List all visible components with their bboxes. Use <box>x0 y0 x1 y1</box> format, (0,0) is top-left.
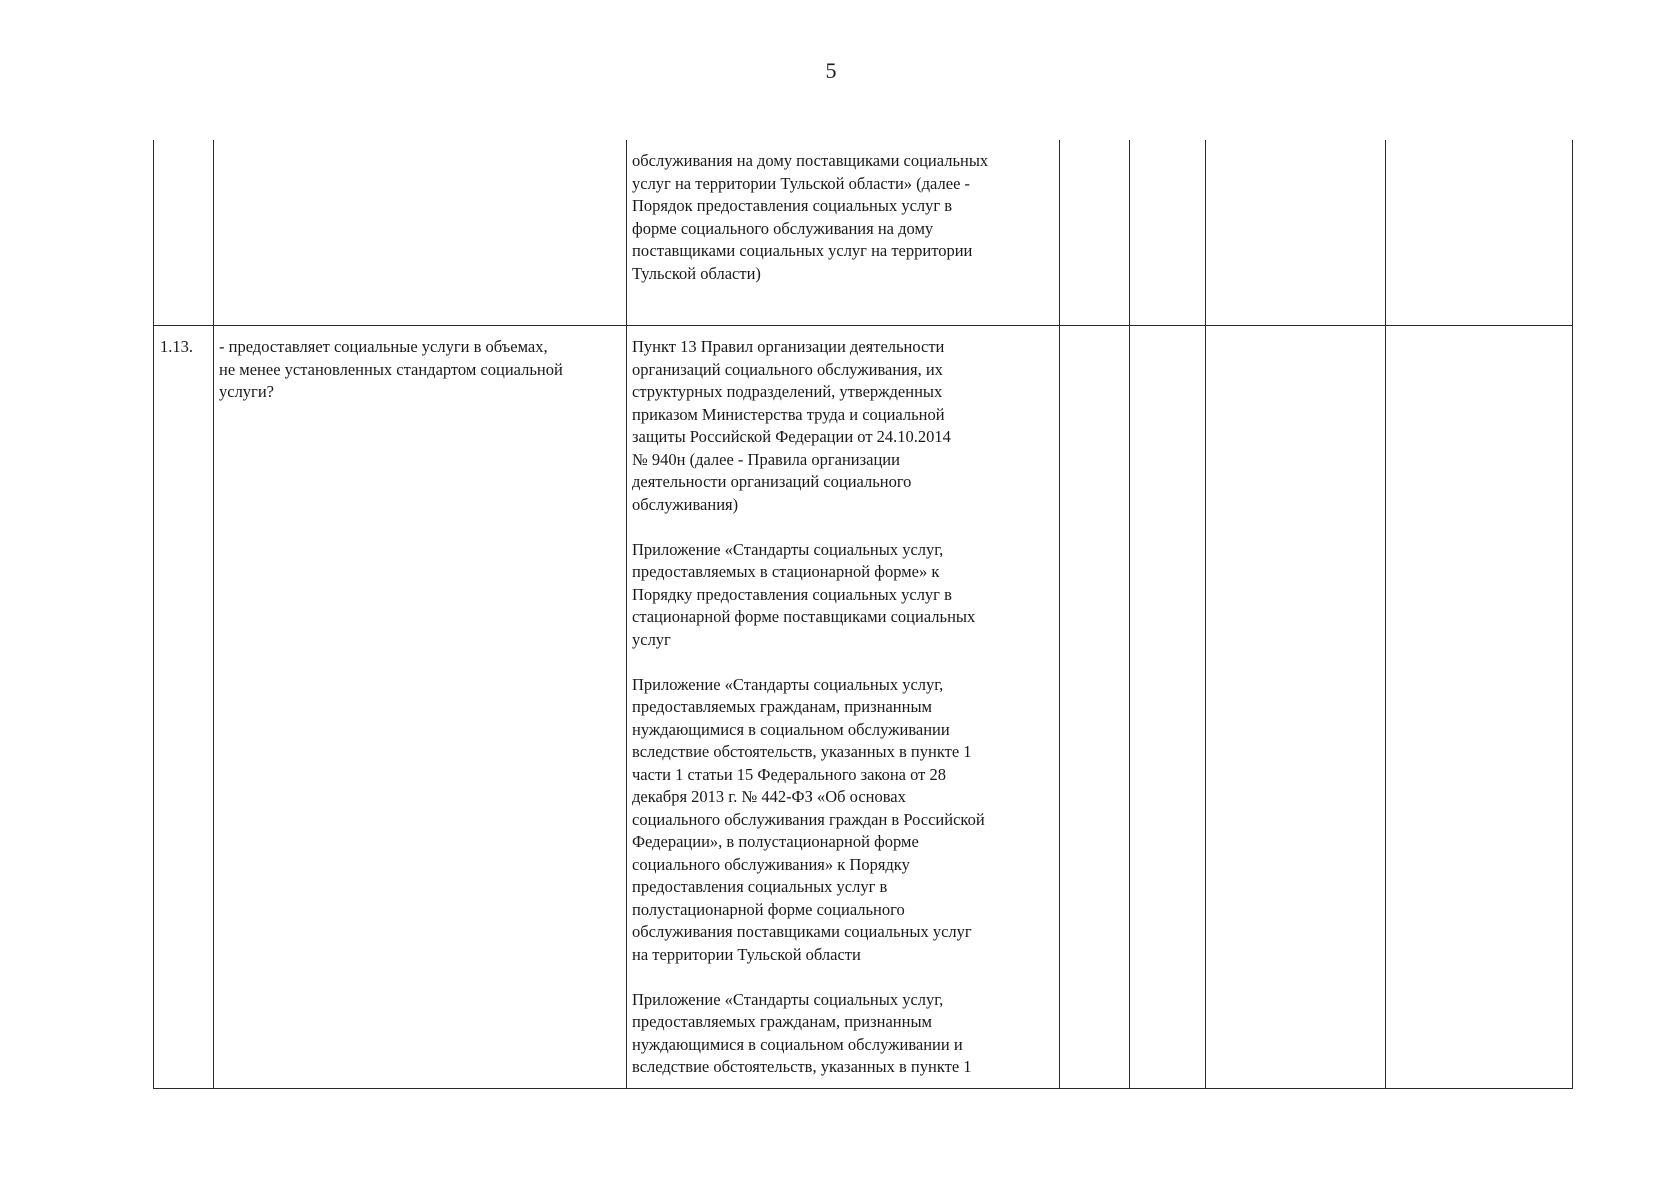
legal-basis-cell <box>627 140 1060 326</box>
table-row-continued <box>154 140 1573 326</box>
legal-basis-paragraph: Приложение «Стандарты социальных услуг, предоставляемых в стационарной форме» к Порядку предоставления социальных услуг в стационарной форме поставщиками социальных услуг <box>632 539 976 649</box>
page-number: 5 <box>825 58 837 83</box>
legal-basis-text: обслуживания на дому поставщиками социальных услуг на территории Тульской области» (далее - Порядок предоставления социальных услуг в форме социального обслуживания на дому поставщиками социальных услуг на территории Тульской области) <box>632 151 989 283</box>
legal-basis-paragraph: Приложение «Стандарты социальных услуг, предоставляемых гражданам, признанным нуждающимися в социальном обслуживании и вследствие обстоятельств, указанных в пункте 1 <box>632 989 972 1076</box>
question-cell <box>214 140 627 326</box>
question-text: - предоставляет социальные услуги в объемах, не менее установленных стандартом социальной услуги? <box>219 337 563 401</box>
table-row-1-13 <box>154 326 1573 1089</box>
notes-cell <box>1386 326 1573 1089</box>
not-applicable-cell <box>1206 140 1386 326</box>
answer-no-cell <box>1130 326 1206 1089</box>
legal-basis-cell <box>627 326 1060 1089</box>
answer-no-cell <box>1130 140 1206 326</box>
not-applicable-cell <box>1206 326 1386 1089</box>
item-number-cell: 1.13. <box>154 326 214 1089</box>
legal-basis-paragraph: Пункт 13 Правил организации деятельности организаций социального обслуживания, их структурных подразделений, утвержденных приказом Министерства труда и социальной защиты Российской Федерации от 24.10.2014 № 940н (далее - Правила организации деятельности организаций социального обслуживания) <box>632 337 951 514</box>
legal-basis-paragraph: Приложение «Стандарты социальных услуг, предоставляемых гражданам, признанным нуждающимися в социальном обслуживании вследствие обстоятельств, указанных в пункте 1 части 1 статьи 15 Федерального закона от 28 декабря 2013 г. № 442-ФЗ «Об основах социального обслуживания граждан в Российской Федерации», в полустационарной форме социального обслуживания» к Порядку предоставления социальных услуг в полустационарной форме социального обслуживания поставщиками социальных услуг на территории Тульской области <box>632 674 985 964</box>
question-cell <box>214 326 627 1089</box>
item-number-cell <box>154 140 214 326</box>
checklist-table <box>153 140 1573 1089</box>
answer-yes-cell <box>1060 326 1130 1089</box>
answer-yes-cell <box>1060 140 1130 326</box>
notes-cell <box>1386 140 1573 326</box>
